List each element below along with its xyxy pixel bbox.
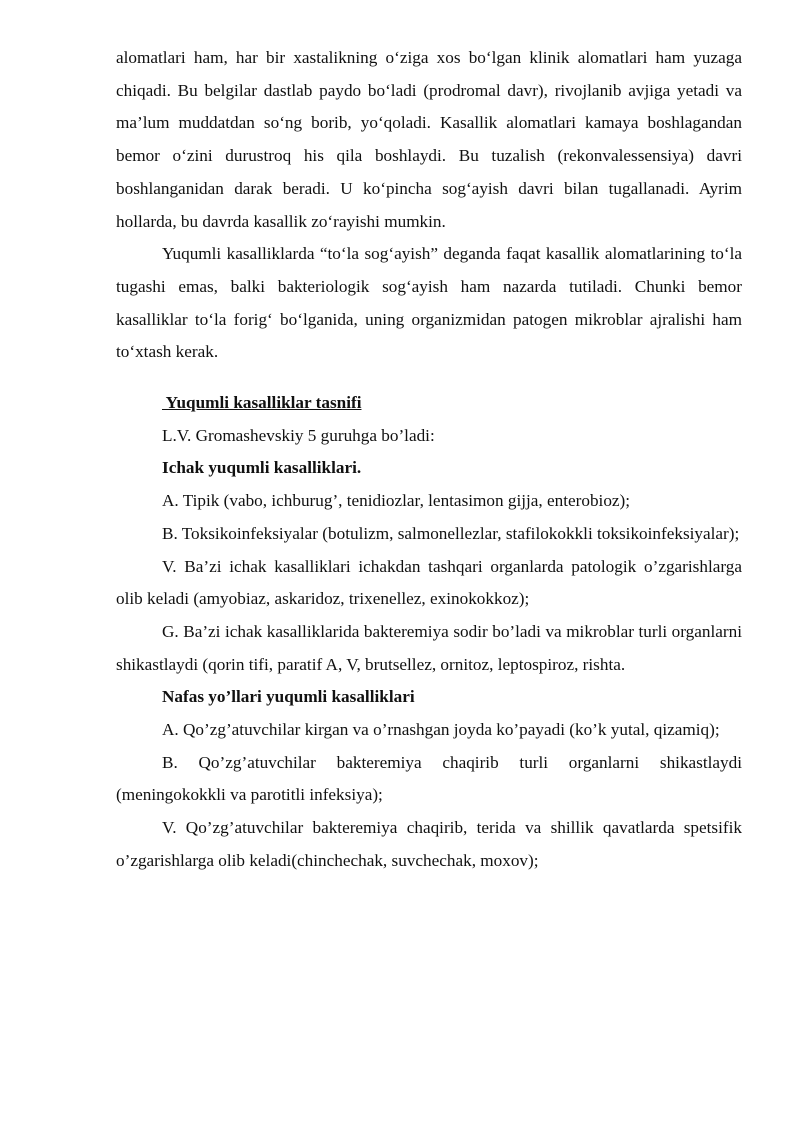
list-item-intestinal-v: V. Ba’zi ichak kasalliklari ichakdan tashqari organlarda patologik o’zgarishlarga olib keladi (amyobiaz, askaridoz, trixenellez, exinokokkoz);: [116, 556, 742, 609]
group-title-respiratory: Nafas yo’llari yuqumli kasalliklari: [162, 687, 415, 707]
list-item-respiratory-v: V. Qo’zg’atuvchilar bakteremiya chaqirib, terida va shillik qavatlarda spetsifik o’zgarishlarga olib keladi(chinchechak, suvchechak, moxov);: [116, 818, 742, 870]
paragraph-gromashevskiy: L.V. Gromashevskiy 5 guruhga bo’ladi:: [162, 425, 435, 445]
document-page: [116, 42, 742, 878]
paragraph-symptoms: alomatlari ham, har bir xastalikning o‘ziga xos bo‘lgan klinik alomatlari ham yuzaga chiqadi. Bu belgilar dastlab paydo bo‘ladi (prodromal davr), rivojlanib avjiga yetadi va ma’lum muddatdan so‘ng borib, yo‘qoladi. Kasallik alomatlari kamaya boshlagandan bemor o‘zini durustroq his qila boshlaydi. Bu tuzalish (rekonvalessensiya) davri boshlanganidan darak beradi. U ko‘pincha sog‘ayish davri bilan tugallanadi. Ayrim hollarda, bu davrda kasallik zo‘rayishi mumkin.: [116, 48, 742, 231]
group-title-intestinal: Ichak yuqumli kasalliklari.: [162, 458, 362, 478]
list-item-respiratory-b: B. Qo’zg’atuvchilar bakteremiya chaqirib turli organlarni shikastlaydi (meningokokkli va parotitli infeksiya);: [116, 752, 742, 805]
paragraph-full-recovery: Yuqumli kasalliklarda “to‘la sog‘ayish” deganda faqat kasallik alomatlarining to‘la tugashi emas, balki bakteriologik sog‘ayish ham nazarda tutiladi. Chunki bemor kasalliklar to‘la forig‘ bo‘lganida, uning organizmidan patogen mikroblar ajralishi ham to‘xtash kerak.: [116, 244, 742, 362]
list-item-intestinal-a: A. Tipik (vabo, ichburug’, tenidiozlar, lentasimon gijja, enterobioz);: [162, 491, 631, 511]
list-item-intestinal-g: G. Ba’zi ichak kasalliklarida bakteremiya sodir bo’ladi va mikroblar turli organlarni shikastlaydi (qorin tifi, paratif A, V, brutsellez, ornitoz, leptospiroz, rishta.: [116, 621, 742, 674]
list-item-intestinal-b: B. Toksikoinfeksiyalar (botulizm, salmonellezlar, stafilokokkli toksikoinfeksiyalar);: [162, 523, 740, 543]
section-heading-classification: Yuqumli kasalliklar tasnifi: [162, 393, 362, 413]
list-item-respiratory-a: A. Qo’zg’atuvchilar kirgan va o’rnashgan joyda ko’payadi (ko’k yutal, qizamiq);: [162, 720, 720, 740]
